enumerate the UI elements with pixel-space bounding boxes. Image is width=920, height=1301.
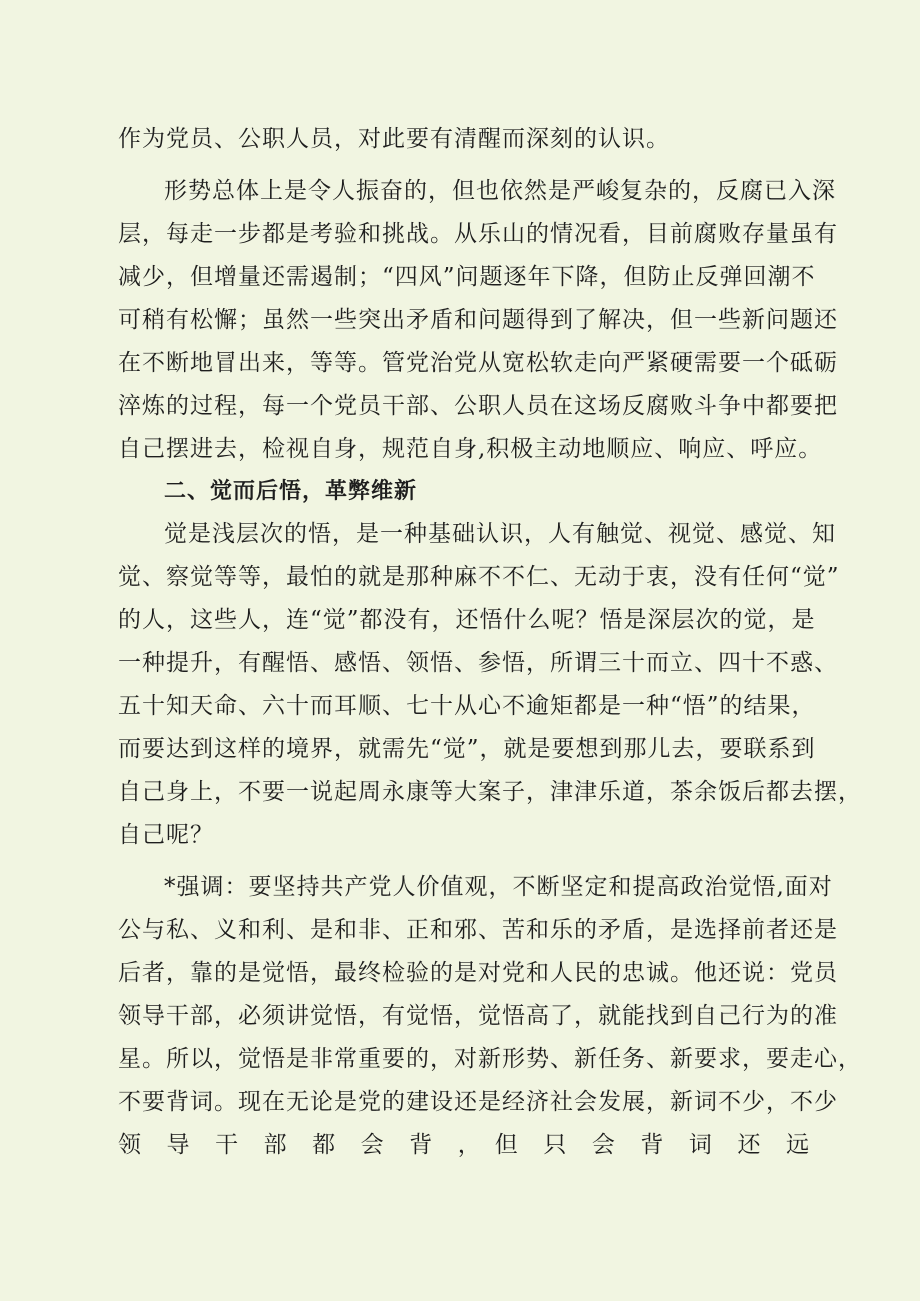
text-line: 可稍有松懈；虽然一些突出矛盾和问题得到了解决，但一些新问题还	[118, 307, 838, 333]
text-line: 自己呢？	[118, 822, 214, 848]
text-line: 减少，但增量还需遏制；“四风”问题逐年下降，但防止反弹回潮不	[118, 264, 816, 290]
text-line: *强调：要坚持共产党人价值观，不断坚定和提高政治觉悟,面对	[164, 874, 833, 900]
text-line: 领导干部，必须讲觉悟，有觉悟，觉悟高了，就能找到自己行为的准	[118, 1003, 838, 1029]
text-line: 不要背词。现在无论是党的建设还是经济社会发展，新词不少，不少	[118, 1089, 838, 1115]
paragraph-situation	[118, 170, 838, 471]
text-line: 五十知天命、六十而耳顺、七十从心不逾矩都是一种“悟”的结果，	[118, 693, 816, 719]
paragraph-emphasis	[118, 866, 862, 1167]
text-line: 公与私、义和利、是和非、正和邪、苦和乐的矛盾，是选择前者还是	[118, 917, 838, 943]
text-line: 形势总体上是令人振奋的，但也依然是严峻复杂的，反腐已入深	[164, 178, 836, 204]
text-line: 的人，这些人，连“觉”都没有，还悟什么呢？悟是深层次的觉，是	[118, 607, 816, 633]
text-line: 一种提升，有醒悟、感悟、领悟、参悟，所谓三十而立、四十不惑、	[118, 650, 838, 676]
text-line: 自己身上，不要一说起周永康等大案子，津津乐道，茶余饭后都去摆，	[118, 779, 862, 805]
section-heading: 二、觉而后悟，革弊维新	[164, 479, 418, 504]
text-line: 自己摆进去，检视自身，规范自身,积极主动地顺应、响应、呼应。	[118, 436, 823, 462]
text-line: 层，每走一步都是考验和挑战。从乐山的情况看，目前腐败存量虽有	[118, 221, 838, 247]
text-line: 星。所以，觉悟是非常重要的，对新形势、新任务、新要求，要走心，	[118, 1046, 862, 1072]
text-line: 淬炼的过程，每一个党员干部、公职人员在这场反腐败斗争中都要把	[118, 393, 838, 419]
text-line: 而要达到这样的境界，就需先“觉”，就是要想到那儿去，要联系到	[118, 736, 816, 762]
paragraph-awareness	[118, 513, 862, 857]
text-line: 领 导 干 部 都 会 背 ， 但 只 会 背 词 还 远	[118, 1132, 810, 1158]
text-line: 作为党员、公职人员，对此要有清醒而深刻的认识。	[118, 126, 670, 152]
text-line: 后者，靠的是觉悟，最终检验的是对党和人民的忠诚。他还说：党员	[118, 960, 838, 986]
paragraph-0	[118, 118, 810, 161]
text-line: 觉、察觉等等，最怕的就是那种麻不不仁、无动于衷，没有任何“觉”	[118, 564, 840, 590]
document-page	[118, 118, 862, 1167]
text-line: 觉是浅层次的悟，是一种基础认识，人有触觉、视觉、感觉、知	[164, 521, 836, 547]
text-line: 在不断地冒出来，等等。管党治党从宽松软走向严紧硬需要一个砥砺	[118, 350, 838, 376]
